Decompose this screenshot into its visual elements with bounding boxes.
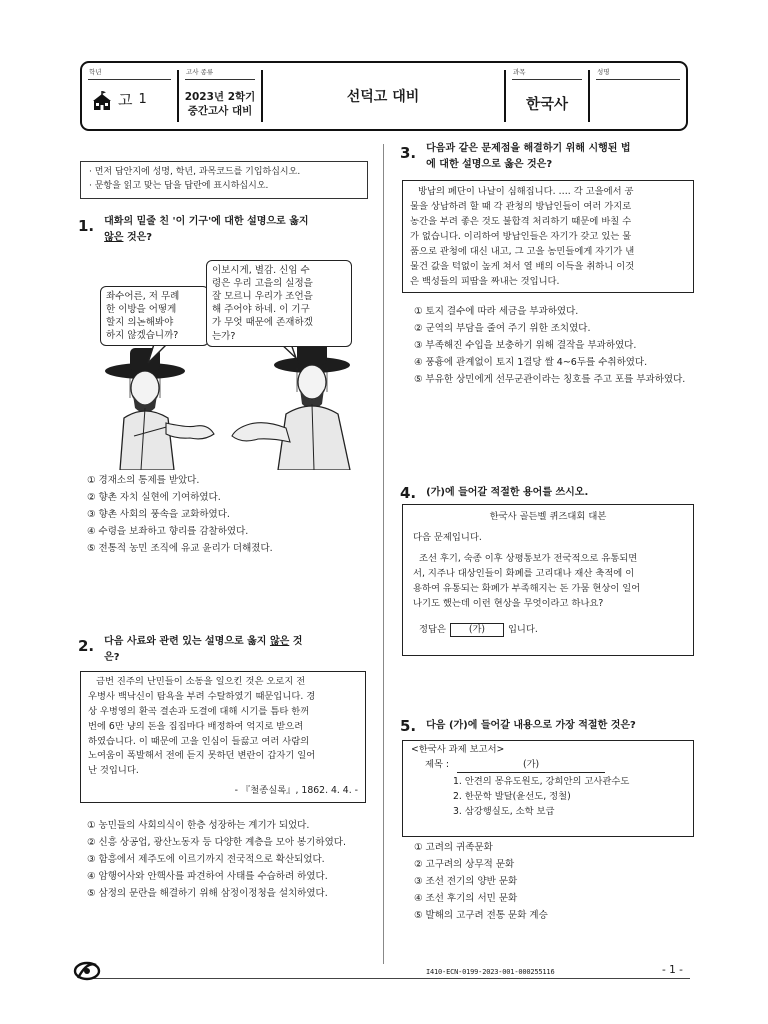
- question-stem: 다음 (가)에 들어갈 내용으로 가장 적절한 것은?: [426, 720, 636, 731]
- grade-value: 1: [138, 92, 147, 108]
- title-cell: [264, 63, 502, 129]
- question-stem-underlined: 않은: [104, 232, 124, 243]
- question-number: 3.: [400, 144, 417, 162]
- question-stem: 대화의 밑줄 친 '이 기구'에 대한 설명으로 옳지: [104, 216, 309, 227]
- report-box: <한국사 과제 보고서> 제목 : (가) 1. 안견의 몽유도원도, 강희안의 고사관수도 2. 한문학 발달(윤선도, 정철) 3. 삼강행실도, 소학 보급: [402, 740, 694, 837]
- option-5[interactable]: ⑤ 삼정의 문란을 해결하기 위해 삼정이정청을 설치하였다.: [87, 888, 328, 899]
- name-cell: [590, 63, 686, 129]
- option-1[interactable]: ① 고려의 귀족문화: [414, 842, 493, 853]
- answer-options: [414, 304, 696, 389]
- option-2[interactable]: ② 향촌 자치 실현에 기여하였다.: [87, 492, 221, 503]
- option-1[interactable]: ① 경재소의 통제를 받았다.: [87, 475, 200, 486]
- question-stem: 다음과 같은 문제점을 해결하기 위해 시행된 법: [426, 143, 631, 154]
- subject-name: 한국사: [525, 97, 569, 113]
- subject-label: 과목: [513, 68, 526, 76]
- option-4[interactable]: ④ 조선 후기의 서민 문화: [414, 893, 518, 904]
- option-2[interactable]: ② 고구려의 상무적 문화: [414, 859, 515, 870]
- instructions-box: [80, 161, 368, 199]
- footer-divider: [80, 978, 690, 979]
- grade-text: 고: [118, 91, 133, 109]
- question-stem: 것: [289, 636, 303, 647]
- answer-blank[interactable]: (가): [450, 623, 504, 637]
- subject-cell: [506, 63, 588, 129]
- exam-title: 선덕고 대비: [346, 89, 420, 105]
- document-code: I410-ECN-0199-2023-001-000255116: [426, 968, 555, 976]
- option-3[interactable]: ③ 조선 전기의 양반 문화: [414, 876, 518, 887]
- question-number: 2.: [78, 637, 95, 655]
- quiz-box-title: 한국사 골든벨 퀴즈대회 대본: [489, 511, 607, 522]
- question-3: [400, 141, 700, 173]
- answer-options: [414, 840, 696, 925]
- question-number: 5.: [400, 717, 417, 735]
- question-stem: 것은?: [123, 232, 153, 243]
- source-box: 금번 진주의 난민들이 소동을 일으킨 것은 오로지 전 우병사 백낙신이 탐욕을 부려 수탈하였기 때문입니다. 경 상 우병영의 환곡 결손과 도결에 대해 시기를 틈타 한꺼 번에 6만 냥의 돈을 집집마다 배정하여 억지로 받으려 하였습니다. 이 때문에 고을 인심이 들끓고 여러 사람의 노여움이 폭발해서 전에 듣지 못하던 변란이 갑자기 일어 난 것입니다. - 『철종실록』, 1862. 4. 4. -: [80, 671, 366, 803]
- dialogue-illustration: [100, 258, 362, 470]
- option-1[interactable]: ① 토지 결수에 따라 세금을 부과하였다.: [414, 306, 579, 317]
- exam-type-label: 고사 종류: [186, 68, 214, 76]
- question-stem: 에 대한 설명으로 옳은 것은?: [426, 159, 553, 170]
- grade-cell: [82, 63, 177, 129]
- option-3[interactable]: ③ 향촌 사회의 풍속을 교화하였다.: [87, 509, 230, 520]
- instruction-line: · 문항을 읽고 맞는 답을 답란에 표시하십시오.: [89, 180, 269, 191]
- column-divider: [383, 144, 384, 964]
- exam-type-line2: 중간고사 대비: [187, 105, 253, 118]
- question-number: 1.: [78, 217, 95, 235]
- question-2: [78, 634, 368, 666]
- question-1: [78, 214, 368, 246]
- report-subject-blank: (가): [457, 758, 605, 774]
- grade-label: 학년: [89, 68, 102, 76]
- exam-type-cell: [179, 63, 261, 129]
- page-number: - 1 -: [662, 964, 683, 976]
- option-4[interactable]: ④ 수령을 보좌하고 향리를 감찰하였다.: [87, 526, 249, 537]
- question-stem: (가)에 들어갈 적절한 용어를 쓰시오.: [426, 487, 589, 498]
- question-4: [400, 481, 700, 505]
- report-header: <한국사 과제 보고서>: [411, 744, 505, 755]
- question-5: [400, 714, 700, 738]
- instruction-line: · 먼저 답안지에 성명, 학년, 과목코드를 기입하십시오.: [89, 167, 301, 177]
- option-4[interactable]: ④ 풍흉에 관계없이 토지 1결당 쌀 4~6두를 수취하였다.: [414, 357, 648, 368]
- source-citation: - 『철종실록』, 1862. 4. 4. -: [234, 785, 358, 797]
- option-3[interactable]: ③ 함흥에서 제주도에 이르기까지 전국적으로 확산되었다.: [87, 854, 325, 865]
- name-label: 성명: [597, 68, 610, 76]
- question-stem: 은?: [104, 652, 120, 663]
- publisher-logo-icon: [72, 959, 102, 983]
- option-2[interactable]: ② 신흥 상공업, 광산노동자 등 다양한 계층을 모아 봉기하였다.: [87, 837, 346, 848]
- option-5[interactable]: ⑤ 발해의 고구려 전통 문화 계승: [414, 910, 548, 921]
- school-icon: [92, 91, 112, 111]
- option-1[interactable]: ① 농민들의 사회의식이 한층 성장하는 계기가 되었다.: [87, 820, 310, 831]
- exam-type-line1: 2023년 2학기: [184, 91, 256, 103]
- quiz-script-box: 한국사 골든벨 퀴즈대회 대본 다음 문제입니다. 조선 후기, 숙종 이후 상평통보가 전국적으로 유통되면 서, 지주나 대상인들이 화폐를 고리대나 재산 축적에 이 용하여 유통되는 화폐가 부족해지는 돈 가뭄 현상이 일어 나기도 했는데 이런 현상을 무엇이라고 하나요? 정답은 (가) 입니다.: [402, 504, 694, 656]
- question-stem-underlined: 않은: [269, 636, 290, 647]
- exam-header: [80, 61, 688, 131]
- speech-bubble-right: 이보시게, 별감. 신임 수 령은 우리 고을의 실정을 잘 모르니 우리가 조언을 해 주어야 하네. 이 기구 가 무엇 때문에 존재하겠 는가?: [206, 260, 352, 347]
- question-stem: 다음 사료와 관련 있는 설명으로 옳지: [104, 636, 270, 647]
- option-5[interactable]: ⑤ 부유한 상민에게 선무군관이라는 칭호를 주고 포를 부과하였다.: [414, 374, 686, 385]
- option-4[interactable]: ④ 암행어사와 안핵사를 파견하여 사태를 수습하려 하였다.: [87, 871, 328, 882]
- source-box: 방납의 폐단이 나날이 심해집니다. …. 각 고을에서 공 물을 상납하려 할 때 각 관청의 방납인들이 여러 가지로 농간을 부려 좋은 것도 불합격 처리하기 때문에 바칠 수 가 없습니다. 이리하여 방납인들은 자기가 갖고 있는 물 품으로 관청에 대신 내고, 그 고을 농민들에게 자기가 낸 물건 값을 턱없이 높게 쳐서 열 배의 이득을 취하니 이것 은 백성들의 피땀을 짜내는 것입니다.: [402, 180, 694, 293]
- speech-bubble-left: 좌수어른, 저 무례 한 이방을 어떻게 할지 의논해봐야 하지 않겠습니까?: [100, 286, 209, 346]
- option-5[interactable]: ⑤ 전통적 농민 조직에 유교 윤리가 더해졌다.: [87, 543, 273, 554]
- answer-options: [87, 818, 369, 903]
- answer-options: [87, 473, 367, 558]
- question-number: 4.: [400, 484, 417, 502]
- option-3[interactable]: ③ 부족해진 수입을 보충하기 위해 결작을 부과하였다.: [414, 340, 637, 351]
- option-2[interactable]: ② 군역의 부담을 줄여 주기 위한 조치였다.: [414, 323, 591, 334]
